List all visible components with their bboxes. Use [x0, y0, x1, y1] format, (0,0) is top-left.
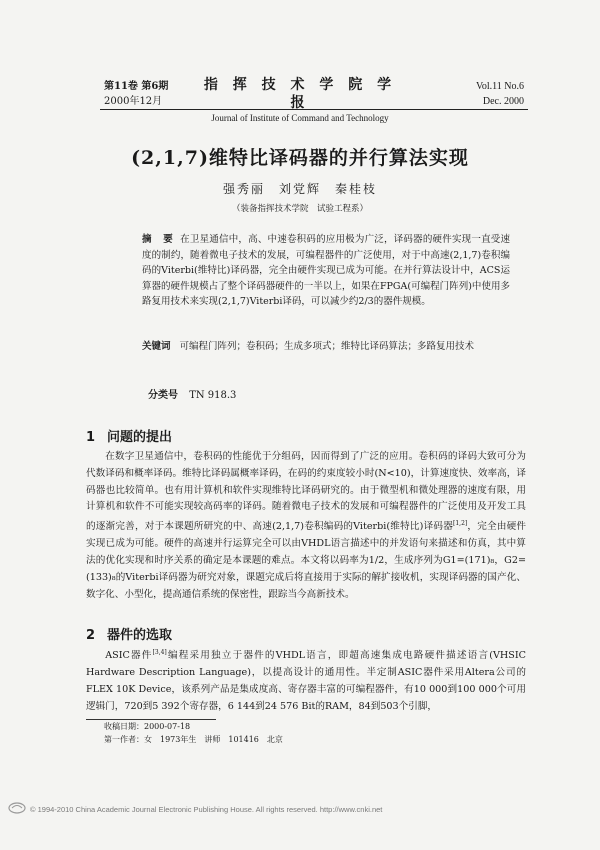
header-journal-en: Journal of Institute of Command and Technology: [211, 113, 389, 123]
section-1-heading: [86, 426, 172, 445]
header-volume-en: Vol.11 No.6: [475, 81, 524, 92]
section-2-citation: [3,4]: [152, 649, 167, 656]
keywords: [142, 339, 510, 355]
section-1-text-b: ，完全由硬件实现已成为可能。硬件的高速并行运算完全可以由VHDL语言描述中的并发语句来描述和仿真，其中算法的优化实现和时序关系的确定是本课题的难点。本文将以码率为1/2，生成序列为G1=(171)₈，G2=(133)₈的Viterbi译码器为研究对象，课题完成后将直接用于实际的解扩接收机，实现译码器的国产化、数字化、小型化，提高通信系统的保密性，跟踪当今高新技术。: [86, 521, 527, 600]
section-1-text-a: 在数字卫星通信中，卷积码的性能优于分组码，因而得到了广泛的应用。卷积码的译码大致可分为代数译码和概率译码。维特比译码属概率译码，在码的约束度较小时(N<10)，计算速度快、效率高，译码器也比较简单。也有用计算机和软件实现维特比译码研究的。由于微型机和微处理器的速度有限，用计算机和软件不可能实现较高码率的译码。随着微电子技术的发展和可编程器件的广泛使用及开发工具的逐渐完善，对于本课题所研究的中、高速(2,1,7)卷积编码的Viterbi(维特比)译码器: [86, 451, 526, 533]
paper-affiliation: （装备指挥技术学院 试验工程系）: [231, 204, 368, 214]
section-2-body: [86, 645, 526, 715]
keywords-text: 可编程门阵列；卷积码；生成多项式；维特比译码算法；多路复用技术: [179, 341, 475, 352]
footnotes: [104, 720, 283, 746]
header-journal-cn: 指 挥 技 术 学 院 学 报: [203, 77, 397, 111]
section-1-number: 1: [86, 430, 96, 445]
section-1-paragraph: [86, 449, 526, 603]
classification-value: TN 918.3: [189, 390, 237, 401]
header-issue-cn: 第11卷 第6期: [104, 81, 169, 92]
abstract-label: 摘 要: [142, 234, 177, 245]
section-2-title: 器件的选取: [107, 628, 173, 643]
keywords-label: 关键词: [142, 341, 171, 352]
classification-label: 分类号: [148, 390, 178, 401]
paper-title: (2,1,7)维特比译码器的并行算法实现: [131, 147, 469, 169]
copyright-watermark[interactable]: © 1994-2010 China Academic Journal Electronic Publishing House. All rights reserved. http://www.cnki.net: [30, 805, 383, 814]
section-2-heading: [86, 624, 172, 643]
section-1-body: [86, 449, 526, 603]
footnote-received: 收稿日期：2000-07-18: [104, 722, 191, 731]
section-1-citation: [1,2]: [453, 520, 468, 528]
section-2-number: 2: [86, 628, 96, 643]
section-2-text-a: ASIC器件: [105, 650, 153, 662]
header-journal-block: [190, 76, 410, 125]
header-rule: [100, 109, 528, 110]
section-2-text-b: 编程采用独立于器件的VHDL语言，即超高速集成电路硬件描述语言(VHSIC Hardware Description Language)，以提高设计的通用性。半定制ASIC器件采用Altera公司的FLEX 10K Device，该系列产品是集成度高、寄存器丰富的可编程器件，有10 000到100 000个可用逻辑门，720到5 392个寄存器，6 144到24 576 Bit的RAM，84到503个引脚，: [86, 650, 526, 712]
section-2-paragraph: [86, 645, 526, 715]
header-issue-block: [104, 79, 168, 109]
classification: [148, 386, 236, 401]
abstract-text: 在卫星通信中，高、中速卷积码的应用极为广泛，译码器的硬件实现一直受速度的制约，随着微电子技术的发展，可编程器件的广泛使用，对于中高速(2,1,7)卷积编码的Viterbi(维特比)译码器，完全由硬件实现已成为可能。在并行算法设计中，ACS运算器的硬件规模占了整个译码器硬件的一半以上，如果在FPGA(可编程门阵列)中使用多路复用技术来实现(2,1,7)Viterbi译码，可以减少约2/3的器件规模。: [142, 234, 510, 307]
paper-authors: 强秀丽 刘党辉 秦桂枝: [222, 182, 377, 196]
abstract: [142, 232, 510, 310]
header-volume-block: [476, 79, 524, 109]
header-date-en: Dec. 2000: [482, 96, 524, 107]
cnki-logo-icon: [8, 801, 26, 815]
footnote-author: 第一作者：女 1973年生 讲师 101416 北京: [104, 735, 283, 744]
header-date-cn: 2000年12月: [104, 96, 163, 107]
section-1-title: 问题的提出: [107, 430, 173, 445]
